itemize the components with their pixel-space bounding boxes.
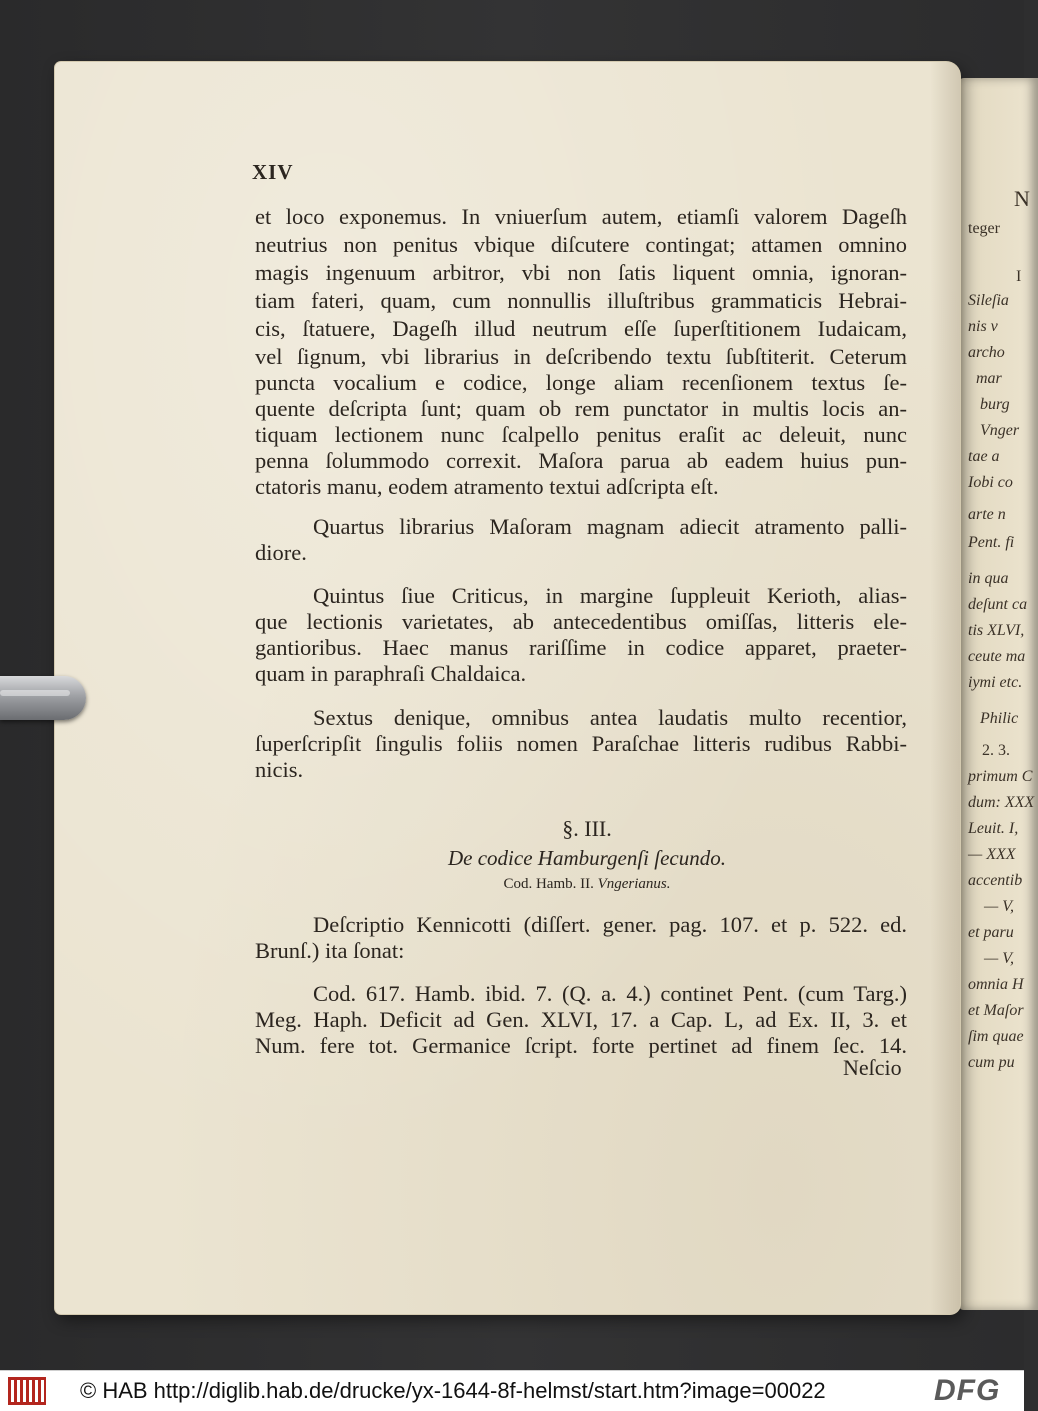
text-line: magis ingenuum arbitror, vbi non ſatis liquent omnia, ignoran- — [255, 260, 907, 285]
text-line: ctatoris manu, eodem atramento textui adſcripta eſt. — [255, 474, 719, 499]
text-line: diore. — [255, 540, 307, 565]
page-body — [255, 0, 907, 1100]
adjacent-page-line: — V, — [984, 950, 1014, 967]
copyright-url[interactable]: © HAB http://diglib.hab.de/drucke/yx-1644-8f-helmst/start.htm?image=00022 — [80, 1378, 826, 1403]
adjacent-page-line: — XXX — [968, 846, 1016, 863]
adjacent-page-line: Sileſia — [968, 292, 1009, 309]
adjacent-page-line: in qua — [968, 570, 1009, 587]
adjacent-page-line: I — [1016, 268, 1022, 285]
adjacent-page-line: Iobi co — [968, 474, 1013, 491]
footer-bar — [0, 1370, 1024, 1411]
adjacent-page-line: primum C — [968, 768, 1033, 785]
hab-logo-icon — [8, 1377, 46, 1405]
section-title: De codice Hamburgenſi ſecundo. — [448, 846, 726, 870]
text-line: Num. fere tot. Germanice ſcript. forte pertinet ad finem ſec. 14. — [255, 1033, 907, 1058]
section-subtitle — [227, 876, 947, 893]
text-line: Quintus ſiue Criticus, in margine ſuppleuit Kerioth, alias- — [313, 583, 907, 608]
text-line: Meg. Haph. Deficit ad Gen. XLVI, 17. a Cap. L, ad Ex. II, 3. et — [255, 1007, 907, 1032]
adjacent-page-line: burg — [980, 396, 1010, 413]
text-line: neutrius non penitus vbique diſcutere contingat; attamen omnino — [255, 232, 907, 257]
adjacent-page-line: tis XLVI, — [968, 622, 1025, 639]
adjacent-page-line: Leuit. I, — [968, 820, 1019, 837]
text-line: Cod. 617. Hamb. ibid. 7. (Q. a. 4.) continet Pent. (cum Targ.) — [313, 981, 907, 1006]
adjacent-page-line: 2. 3. — [982, 742, 1010, 759]
adjacent-page-line: — V, — [984, 898, 1014, 915]
adjacent-page-line: dum: XXX — [968, 794, 1035, 811]
text-line: Quartus librarius Maſoram magnam adiecit atramento palli- — [313, 514, 907, 539]
adjacent-page-line: Philic — [980, 710, 1019, 727]
adjacent-page-line: archo — [968, 344, 1005, 361]
adjacent-page-line: cum pu — [968, 1054, 1015, 1071]
text-line: que lectionis varietates, ab antecedentibus omiſſas, litteris ele- — [255, 609, 907, 634]
text-line: quente deſcripta ſunt; quam ob rem punctator in multis locis an- — [255, 396, 907, 421]
text-line: gantioribus. Haec manus rariſſime in codice apparet, praeter- — [255, 635, 907, 660]
text-line: nicis. — [255, 757, 304, 782]
text-line: tiquam lectionem nunc ſcalpello penitus eraſit ac deleuit, nunc — [255, 422, 907, 447]
section-number: §. III. — [562, 816, 612, 841]
adjacent-page-line: et paru — [968, 924, 1014, 941]
adjacent-page-line: Pent. fi — [968, 534, 1015, 551]
text-line: ſuperſcripſit ſingulis foliis nomen Paraſchae litteris rudibus Rabbi- — [255, 731, 907, 756]
text-line: vel ſignum, vbi librarius in deſcribendo textu ſubſtiterit. Ceterum — [255, 344, 907, 369]
adjacent-page-line: nis v — [968, 318, 998, 335]
section-subtitle-name: Vngerianus. — [597, 876, 671, 892]
text-line: tiam fateri, quam, cum nonnullis illuſtribus grammaticis Hebrai- — [255, 288, 907, 313]
adjacent-page-line: et Maſor — [968, 1002, 1024, 1019]
text-line: Brunſ.) ita ſonat: — [255, 938, 405, 963]
text-line: puncta vocalium e codice, longe aliam recenſionem textus ſe- — [255, 370, 907, 395]
text-line: cis, ſtatuere, Dageſh illud neutrum eſſe ſuperſtitionem Iudaicam, — [255, 316, 907, 341]
catchword: Neſcio — [843, 1055, 902, 1080]
adjacent-page-line: arte n — [968, 506, 1006, 523]
section-subtitle-prefix: Cod. Hamb. II. — [503, 876, 594, 892]
adjacent-page-line: Vnger — [980, 422, 1020, 439]
text-line: Deſcriptio Kennicotti (diſſert. gener. pag. 107. et p. 522. ed. — [313, 912, 907, 937]
adjacent-page-line: accentib — [968, 872, 1023, 889]
adjacent-page-line: deſunt ca — [968, 596, 1028, 613]
adjacent-page-line: ſim quae — [968, 1028, 1024, 1045]
adjacent-page-line: omnia H — [968, 976, 1024, 993]
page-number: XIV — [252, 160, 294, 184]
adjacent-page-line: iymi etc. — [968, 674, 1023, 691]
adjacent-page — [958, 78, 1038, 1310]
dfg-logo: DFG — [934, 1374, 1001, 1407]
adjacent-page-line: teger — [968, 220, 1000, 237]
text-line: penna ſolummodo correxit. Maſora parua ab eadem huius pun- — [255, 448, 907, 473]
text-line: et loco exponemus. In vniuerſum autem, etiamſi valorem Dageſh — [255, 204, 907, 229]
text-line: quam in paraphraſi Chaldaica. — [255, 661, 527, 686]
adjacent-page-line: N — [1014, 186, 1030, 211]
adjacent-page-line: tae a — [968, 448, 1000, 465]
text-line: Sextus denique, omnibus antea laudatis multo recentior, — [313, 705, 907, 730]
adjacent-page-line: ceute ma — [968, 648, 1026, 665]
bookmark-clip — [0, 676, 86, 720]
adjacent-page-line: mar — [976, 370, 1002, 387]
